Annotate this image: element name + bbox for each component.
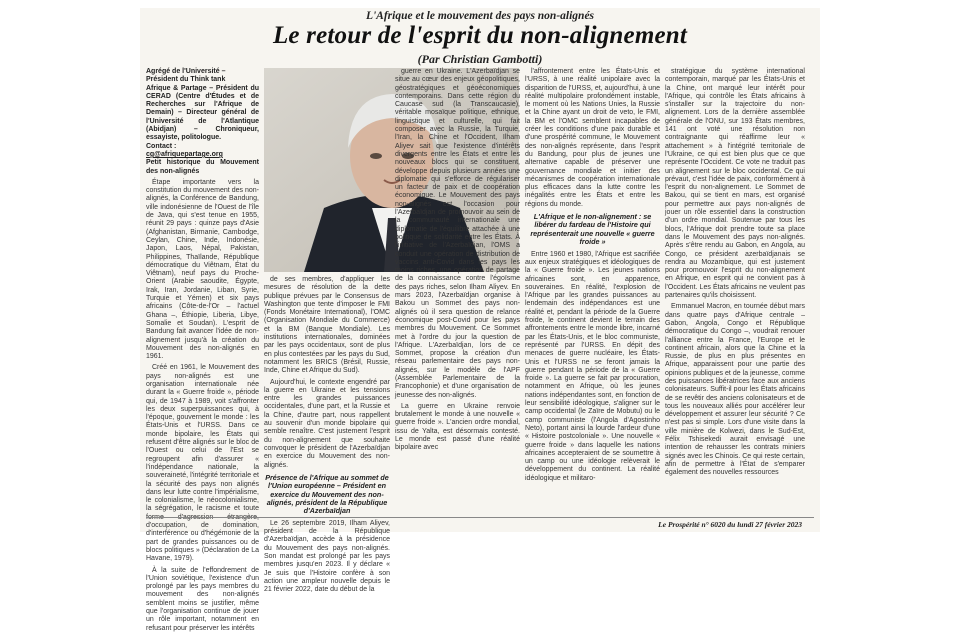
- paragraph: stratégique du système international contemporain, marqué par les États-Unis et la Chine, ont marqué leur intérêt pour l'Afrique, qui contrôle les États africains à s'installer sur la trajectoire du non-alignement. Lors de la dernière assemblée générale de l'ONU, sur 193 États membres, 141 ont voté une résolution non contraignante qui réaffirme leur « attachement » à l'intégrité territoriale de l'Ukraine, ce qui est bien plus que ce que représente l'Occident. Ce vote ne traduit pas un alignement sur le bloc occidental. Ce qui prévaut, c'est l'idée de paix, conformément à l'esprit du non-alignement. Le Sommet de Bakou, qui se tient en mars, est organisé pour permettre aux pays non-alignés de jouer un rôle essentiel dans la construction d'un ordre mondial. Soutenue par tous les blocs, l'Afrique doit prendre toute sa place dans le Mouvement des pays non-alignés. Après s'être rendu au Gabon, en Angola, au Congo, ce président azerbaïdjanais se rendra au Mozambique, qui est justement pour promouvoir l'esprit du non-alignement en Afrique, en esprit qui ne convient pas à l'Occident. Les États africains ne veulent pas partenaires qu'ils choisissent.: [665, 68, 805, 300]
- author-email: cg@afriquepartage.org: [146, 150, 223, 158]
- paragraph: Étape importante vers la constitution du mouvement des non-alignés, la Conférence de Bandung, ville indonésienne de l'Ouest de l'île de Java, qui s'est tenue en 1955, réunit 29 pays : quinze pays d'Asie (Afghanistan, Birmanie, Cambodge, Ceylan, Chine, Inde, Indonésie, Japon, Laos, Népal, Pakistan, Philippines, Thaïlande, République démocratique du Viêtnam, État du Viêtnam), neuf pays du Proche-Orient (Arabie saoudite, Égypte, Irak, Iran, Jordanie, Liban, Syrie, Turquie et Yémen) et six pays africains (Côte-de-l'Or – l'actuel Ghana –, Éthiopie, Liberia, Libye, Somalie et Soudan). L'esprit de Bandung fait avancer l'idée de non-alignement jusqu'à la création du Mouvement des non-alignés en 1961.: [146, 178, 259, 361]
- column-1: [146, 68, 259, 632]
- page-footer: Le Prospérité n° 6020 du lundi 27 février 2023: [658, 520, 802, 529]
- footer-rule: [146, 517, 814, 518]
- paragraph: Le 26 septembre 2019, Ilham Aliyev, président de la République d'Azerbaïdjan, accède à la présidence du Mouvement des pays non-alignés. Son mandat est prolongé par les pays membres jusqu'en 2023. Il y déclare « Je suis que l'Histoire confère à son action une ampleur nouvelle depuis le 21 février 2022, date du début de la: [264, 519, 390, 594]
- author-title-1: Agrégé de l'Université –: [146, 68, 226, 75]
- contact-label: Contact :: [146, 142, 177, 150]
- paragraph: l'affrontement entre les États-Unis et l'URSS, à une réalité unipolaire avec la disparition de l'URSS, et, aujourd'hui, à une réalité multipolaire profondément instable, le moment où les Nations Unies, la Russie et la Chine ayant un droit de veto, le FMI, la BM et l'OMC semblent incapables de créer les conditions d'une paix durable et d'une prospérité commune, le Mouvement des non-alignés représente, dans l'esprit du Bandung, pour plus de jeunes une alternative capable de préserver une gouvernance mondiale et initier des mécanismes de coopération internationale plus efficaces dans la lutte contre les inégalités entre les États et entre les régions du monde.: [525, 68, 660, 208]
- subheading: Présence de l'Afrique au sommet de l'Union européenne – Président en exercice du Mouvement des non-alignés, président de la République d'Azerbaïdjan: [265, 472, 389, 516]
- subheading: L'Afrique et le non-alignement : se libérer du fardeau de l'Histoire qui représenterait une nouvelle « guerre froide »: [530, 212, 655, 247]
- column-4: [525, 68, 660, 520]
- column-5: [665, 68, 805, 520]
- paragraph: Créé en 1961, le Mouvement des pays non-alignés est une organisation internationale née durant la « Guerre froide », période qui, de 1947 à 1989, voit s'affronter les deux superpuissances qui, à l'époque, gouvernent le monde : les États-Unis et l'URSS. Dans ce monde bipolaire, les États qui refusent d'être alignés sur le bloc de l'Ouest ou celui de l'Est se regroupent afin d'assurer « l'indépendance nationale, la souveraineté, l'intégrité territoriale et la sécurité des pays non alignés dans leur lutte contre l'impérialisme, le colonialisme, le néocolonialisme, la ségrégation, le racisme et toute forme d'agression étrangère, d'occupation, de domination, d'interférence ou d'hégémonie de la part de grandes puissances ou de blocs politiques » (Déclaration de La Havane, 1979).: [146, 364, 259, 563]
- section-title: Petit historique du Mouvement des non-alignés: [146, 159, 259, 175]
- paragraph: Emmanuel Macron, en tournée début mars dans quatre pays d'Afrique centrale – Gabon, Angola, Congo et République démocratique du Congo –, voudrait renouer l'alliance entre la France, l'Europe et le continent africain, alors que la Chine et la Russie, de plus en plus présentes en Afrique, apparaissent pour une partie des opinions publiques et de la jeunesse, comme des puissances libératrices face aux anciens colonisateurs. Suffit-il pour les États africains de se revêtir des anciens colonisateurs et de tous les nouveaux alliés pour accélérer leur développement et assurer leur sécurité ? Ce n'est pas si simple. Lors d'une visite dans la ville minière de Kolwezi, dans le Sud-Est, Félix Tshisekedi aurait envisagé une intention de rehausser les contrats miniers signés avec les Chinois. Ce qui reste certain, afin de permettre à l'État de s'emparer également des nouvelles ressources: [665, 303, 805, 477]
- paragraph: guerre en Ukraine. L'Azerbaïdjan se situe au cœur des enjeux géopolitiques, géostratégiques et géoéconomiques contemporains. Dans cette région du Caucase sud (la Transcaucasie), véritable mosaïque politique, ethnique, linguistique et culturelle, qui fait composer avec la Russie, la Turquie, l'Iran, la Chine et l'Occident, Ilham Aliyev sait que l'existence d'intérêts divergents entre les États et entre les nouveaux blocs qui se constituent, développe depuis plusieurs années une diplomatie qui s'efforce de régulariser un facteur de paix et de coopération économique. Le Mouvement des pays non-alignés est l'occasion pour l'Azerbaïdjan de promouvoir au sein de la communauté internationale une diplomatie de l'équilibre attachée à une politique de solidarité entre les États. À l'initiative de l'Azerbaïdjan, l'OMS a conduit une opération de distribution de vaccins anti-Covid dans les pays les moins riches, une opération de partage de la connaissance contre l'égoïsme des pays riches, selon Ilham Aliyev. En mars 2023, l'Azerbaïdjan organise à Bakou un Sommet des pays non-alignés où il sera question de relance économique post-Covid pour les pays membres du Mouvement. Ce Sommet met à l'ordre du jour la question de l'Afrique. L'Azerbaïdjan, lors de ce Sommet, propose la création d'un réseau parlementaire des pays non-alignés, sur le modèle de l'APF (Assemblée Parlementaire de la Francophonie) et d'une organisation de jeunesse des non-alignés.: [395, 68, 520, 399]
- headline: Le retour de l'esprit du non-alignement: [272, 22, 688, 49]
- paragraph: Aujourd'hui, le contexte engendré par la guerre en Ukraine et les tensions entre les grandes puissances occidentales, d'une part, et la Russie et la Chine, d'autre part, nous rappellent au souvenir d'un monde bipolaire qui semble renaître. C'est justement l'esprit du non-alignement que souhaite convoquer le président de l'Azerbaïdjan en exercice du Mouvement des non-alignés.: [264, 378, 390, 469]
- kicker: L'Afrique et le mouvement des pays non-alignés: [365, 10, 595, 22]
- author-title-2: Président du Think tank: [146, 76, 226, 84]
- byline: (Par Christian Gambotti): [417, 52, 543, 66]
- paragraph: de ses membres, d'appliquer les mesures de résolution de la dette publique prévues par le Consensus de Washington que tente d'imposer le FMI (Fonds Monétaire International), l'OMC (Organisation Mondiale du Commerce) et la BM (Banque Mondiale). Les institutions internationales, dominées par les pays occidentaux, sont de plus en plus contestées par les pays du Sud, notamment les BRICS (Brésil, Russie, Inde, Chine et Afrique du Sud).: [264, 276, 390, 375]
- paragraph: Entre 1960 et 1980, l'Afrique est sacrifiée aux enjeux stratégiques et idéologiques de la « Guerre froide ». Les jeunes nations africaines sont, en apparence, souveraines. En réalité, l'explosion de l'Afrique par les grandes puissances au lendemain des indépendances est une réalité et, pendant la période de la Guerre froide, le continent devient le terrain des affrontements entre le monde libre, incarné par les États-Unis, et le bloc communiste, représenté par l'URSS. En dépit des menaces de guerre nucléaire, les États-Unis et l'URSS ne se feront jamais la guerre pendant la période de la « Guerre froide ». La guerre se fait par procuration, notamment en Afrique, où les jeunes nations indépendantes sont, en fonction de leur sensibilité idéologique, s'aligner sur le camp occidental (le Zaïre de Mobutu) ou le camp communiste (l'Angola d'Agostinho Neto), portant ainsi la lourde l'ardeur d'une « Histoire postcoloniale ». Une nouvelle « guerre froide » dans laquelle les nations africaines accepteraient de se soumettre à un camp ou une idéologie relèverait le développement du continent. La réalité idéologique et militaro-: [525, 250, 660, 482]
- paragraph: La guerre en Ukraine renvoie brutalement le monde à une nouvelle « guerre froide ». L'ancien ordre mondial, issu de Yalta, est désormais contesté. Le monde est passé d'une réalité bipolaire avec: [395, 402, 520, 452]
- column-2: [264, 276, 390, 594]
- newspaper-page: [140, 8, 820, 632]
- column-3: [395, 68, 520, 520]
- author-bio: [146, 68, 259, 176]
- author-description: Afrique & Partage – Président du CERAD (Centre d'Études et de Recherches sur l'Afrique de Demain) – Directeur général de l'Université de l'Atlantique (Abidjan) – Chroniqueur, essayiste, politologue.: [146, 84, 259, 142]
- paragraph: À la suite de l'effondrement de l'Union soviétique, l'existence d'un prolongé par les pays membres du mouvement des non-alignés semblent moins se justifier, même que l'organisation continue de jouer un rôle important, notamment en refusant pour préserver les intérêts: [146, 566, 259, 632]
